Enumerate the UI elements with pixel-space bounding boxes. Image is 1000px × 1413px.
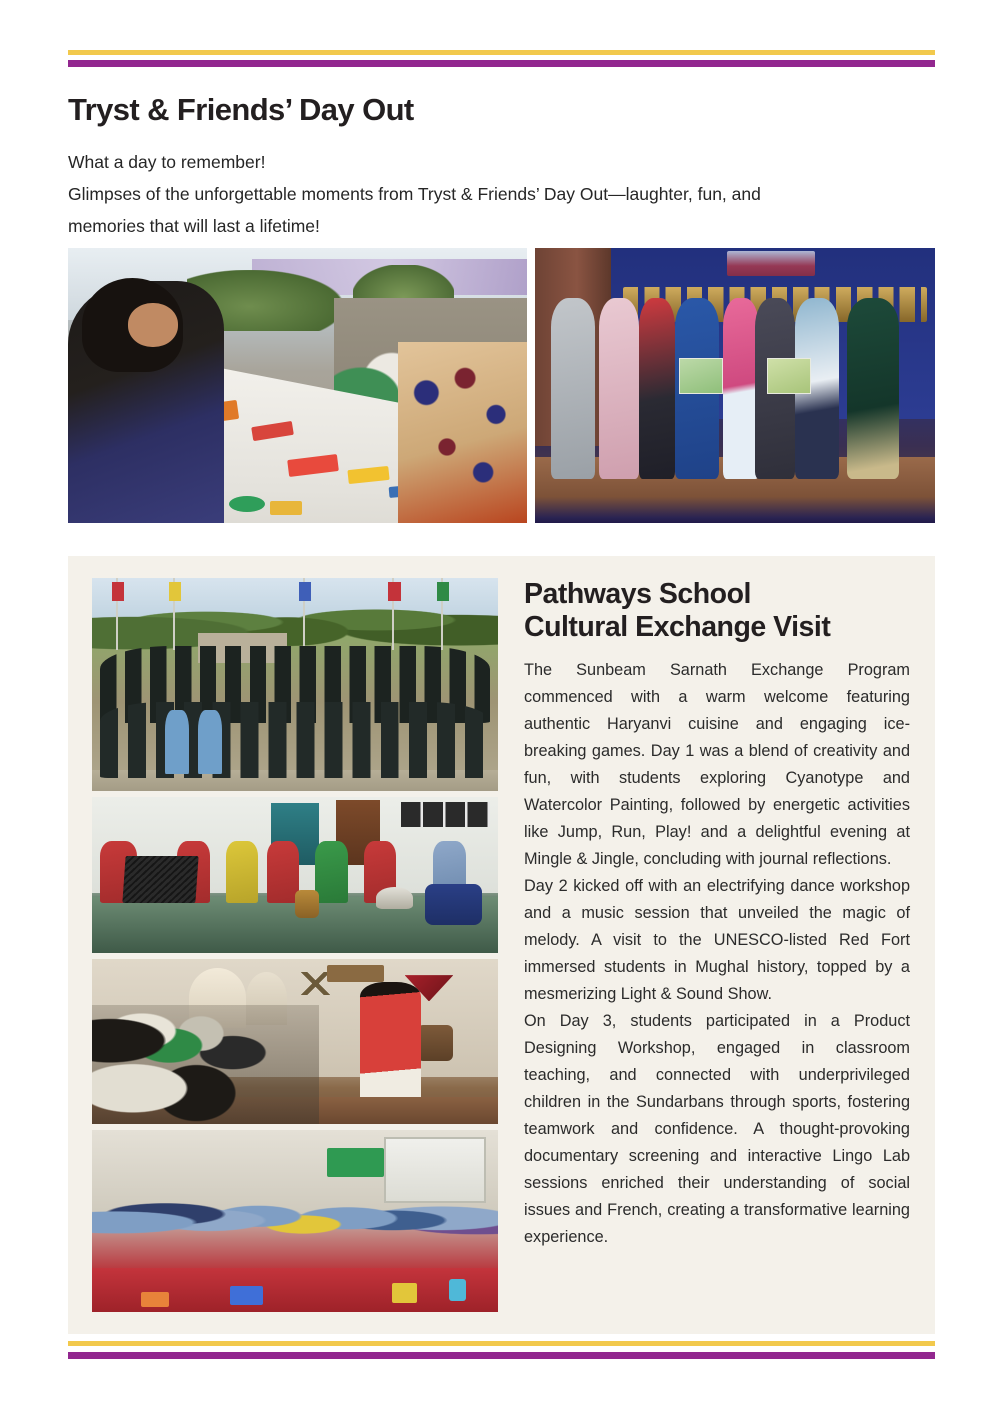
photo-visitor-shawl: [398, 342, 527, 524]
photo-certificate: [679, 358, 723, 394]
photo-display-shelf: [327, 965, 384, 982]
photo-student-musician: [267, 841, 299, 903]
top-photo-row: [68, 248, 935, 523]
congratulations-stage-photo: [535, 248, 935, 523]
photo-person: [847, 298, 899, 480]
music-session-photo: [92, 797, 498, 952]
photo-certificate: [767, 358, 811, 394]
photo-foreground-face: [128, 303, 178, 347]
exhibition-stall-photo: [68, 248, 527, 523]
purple-rule-top: [68, 60, 935, 67]
gold-rule-bottom: [68, 1341, 935, 1346]
intro-line-2: Glimpses of the unforgettable moments from Tryst & Friends’ Day Out—laughter, fun, and: [68, 184, 761, 204]
feature-paragraph-3: On Day 3, students participated in a Product Designing Workshop, engaged in classroom teaching, and connected with underprivileged children in the Sundarbans through sports, fostering teamwork and confidence. A thought-provoking documentary screening and interactive Lingo Lab sessions enriched their understanding of social issues and French, creating a transformative learning experience.: [524, 1011, 910, 1246]
photo-flag: [437, 582, 449, 601]
feature-text-column: [508, 556, 935, 1334]
photo-supply-tray: [392, 1283, 416, 1303]
feature-paragraph-2: Day 2 kicked off with an electrifying dance workshop and a music session that unveiled the magic of melody. A visit to the UNESCO-listed Red Fort immersed students in Mughal history, topped by a mesmerizing Light & Sound Show.: [524, 876, 910, 1003]
photo-person: [599, 298, 639, 480]
photo-flag: [112, 582, 124, 601]
page-title: Tryst & Friends’ Day Out: [68, 92, 414, 127]
photo-dhol-drum: [425, 884, 482, 924]
photo-drum-exhibit: [417, 1025, 454, 1061]
photo-seated-students: [100, 702, 490, 779]
feature-title-line-2: Cultural Exchange Visit: [524, 611, 831, 644]
photo-museum-guide: [360, 982, 421, 1104]
photo-flag: [299, 582, 311, 601]
intro-paragraph: [68, 146, 935, 242]
student-group-arrival-photo: [92, 578, 498, 791]
top-border-rules: [68, 50, 935, 67]
photo-school-logo: [727, 251, 815, 276]
photo-music-stand: [123, 856, 199, 903]
photo-flag: [388, 582, 400, 601]
photo-flag: [169, 582, 181, 601]
photo-djembe-drum: [295, 890, 319, 918]
photo-person: [723, 298, 759, 480]
photo-craft-item: [270, 501, 302, 515]
intro-line-1: What a day to remember!: [68, 152, 266, 172]
photo-person: [639, 298, 675, 480]
photo-workshop-students: [92, 1173, 498, 1275]
photo-craft-item: [229, 496, 266, 513]
photo-tabla-drum: [376, 887, 413, 909]
feature-paragraph-1: The Sunbeam Sarnath Exchange Program commenced with a warm welcome featuring authentic Haryanvi cuisine and engaging ice-breaking games. Day 1 was a blend of creativity and fun, with students exploring Cyanotype and Watercolor Painting, followed by energetic activities like Jump, Run, Play! and a delightful evening at Mingle & Jingle, concluding with journal reflections.: [524, 660, 910, 868]
photo-water-bottle: [449, 1279, 465, 1301]
photo-student-musician: [315, 841, 347, 903]
gold-rule-top: [68, 50, 935, 55]
feature-title-line-1: Pathways School: [524, 578, 751, 610]
feature-photo-column: [68, 556, 508, 1334]
cultural-exchange-panel: [68, 556, 935, 1334]
photo-student-musician: [226, 841, 258, 903]
photo-person: [551, 298, 595, 480]
bottom-border-rules: [68, 1341, 935, 1359]
feature-body-text: [524, 657, 910, 1251]
photo-wall-frames: [401, 802, 490, 827]
photo-student-group: [92, 1005, 319, 1124]
product-design-workshop-photo: [92, 1130, 498, 1312]
photo-student-blue-uniform: [165, 710, 189, 774]
museum-visit-photo: [92, 959, 498, 1124]
photo-student-blue-uniform: [198, 710, 222, 774]
purple-rule-bottom: [68, 1352, 935, 1359]
photo-glue-gun: [141, 1292, 169, 1307]
intro-line-3: memories that will last a lifetime!: [68, 216, 320, 236]
photo-supply-tray: [230, 1286, 262, 1304]
feature-title: [524, 578, 910, 645]
